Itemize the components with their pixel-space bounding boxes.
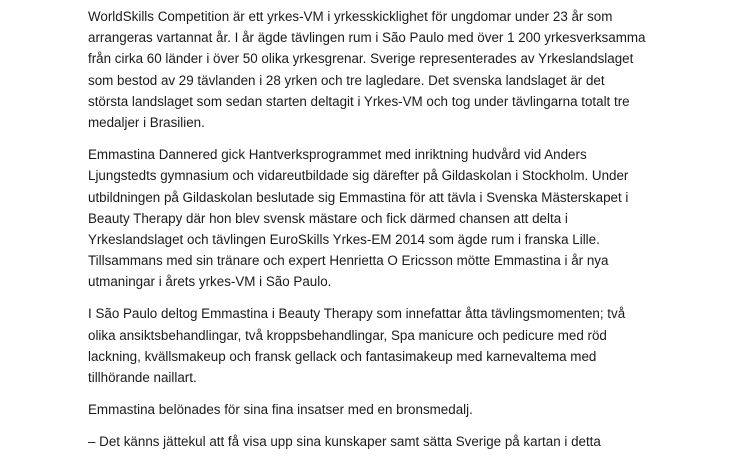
text-line: från cirka 60 länder i över 50 olika yrkesgrenar. Sverige representerades av Yrkeslandslaget xyxy=(88,51,634,67)
text-line: lackning, kvällsmakeup och fransk gellack och fantasimakeup med karnevaltema med xyxy=(88,348,597,364)
text-line: olika ansiktsbehandlingar, två kroppsbehandlingar, Spa manicure och pedicure med röd xyxy=(88,327,607,343)
text-line: – Det känns jättekul att få visa upp sina kunskaper samt sätta Sverige på kartan i detta xyxy=(88,434,601,450)
text-line: som bestod av 29 tävlanden i 28 yrken och tre lagledare. Det svenska landslaget är det xyxy=(88,72,605,88)
text-line: Emmastina belönades för sina fina insatser med en bronsmedalj. xyxy=(88,402,473,418)
paragraph-worldskills-intro xyxy=(88,6,688,133)
text-line: WorldSkills Competition är ett yrkes-VM i yrkesskicklighet för ungdomar under 23 år som xyxy=(88,9,613,24)
text-line: Emmastina Dannered gick Hantverksprogrammet med inriktning hudvård vid Anders xyxy=(88,147,587,163)
paragraph-competition-details xyxy=(88,303,688,388)
text-line: medaljer i Brasilien. xyxy=(88,114,205,130)
text-line: Beauty Therapy där hon blev svensk mästare och fick därmed chansen att delta i xyxy=(88,210,568,226)
document-body xyxy=(88,6,688,464)
text-line: tillhörande naillart. xyxy=(88,370,197,385)
text-line: utbildningen på Gildaskolan beslutade sig Emmastina för att tävla i Svenska Mästerskapet i xyxy=(88,189,629,205)
text-line: Ljungstedts gymnasium och vidareutbildade sig därefter på Gildaskolan i Stockholm. Under xyxy=(88,168,629,184)
text-line: Tillsammans med sin tränare och expert Henrietta O Ericsson mötte Emmastina i år nya xyxy=(88,253,609,269)
text-line: arrangeras vartannat år. I år ägde tävlingen rum i São Paulo med över 1 200 yrkesverksamma xyxy=(88,30,646,46)
text-line: största landslaget som sedan starten deltagit i Yrkes-VM och tog under tävlingarna totalt tre xyxy=(88,93,630,109)
text-line: utmaningar i årets yrkes-VM i São Paulo. xyxy=(88,274,332,290)
text-line: I São Paulo deltog Emmastina i Beauty Therapy som innefattar åtta tävlingsmomenten; två xyxy=(88,306,626,322)
paragraph-quote xyxy=(88,431,688,452)
paragraph-bronze-medal xyxy=(88,399,688,420)
text-line: Yrkeslandslaget och tävlingen EuroSkills Yrkes-EM 2014 som ägde rum i franska Lille. xyxy=(88,231,600,247)
paragraph-emmastina-background xyxy=(88,144,688,292)
